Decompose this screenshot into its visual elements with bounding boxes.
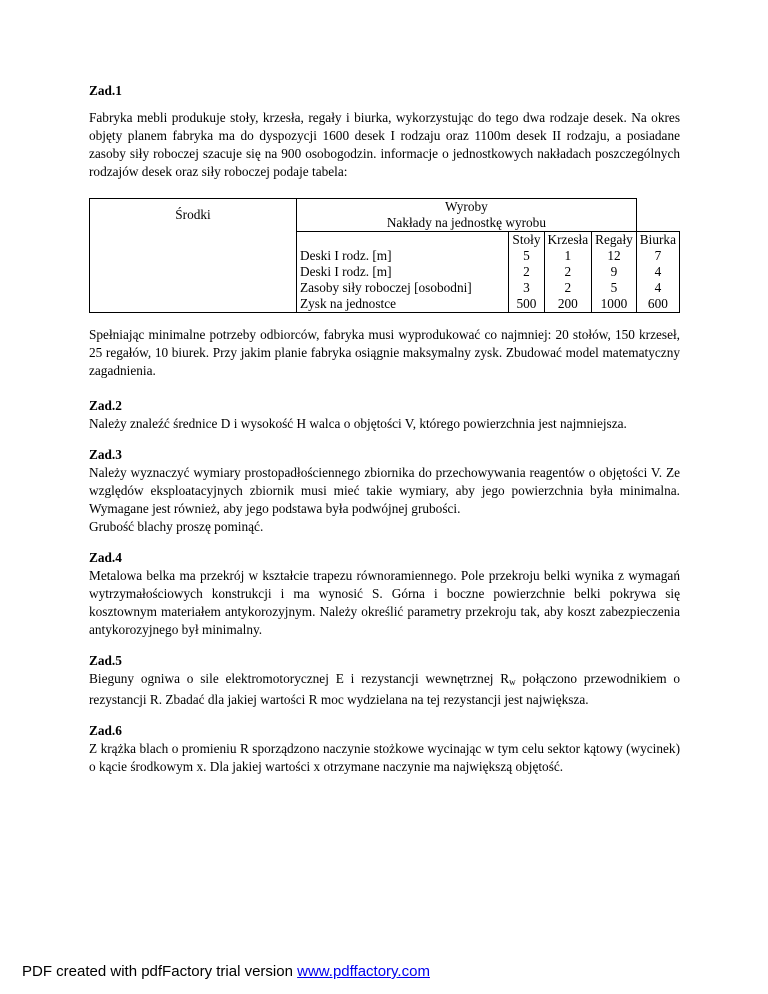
column-stoly [509,232,544,313]
zad3-heading: Zad.3 [89,447,122,462]
column-header: Biurka [639,232,676,247]
zad6-section [89,722,680,776]
column-header: Regały [595,232,633,247]
table-cell: 3 [523,280,530,295]
table-cell: 1000 [600,296,628,311]
document-page [89,82,680,789]
zad5-heading: Zad.5 [89,653,122,668]
zad5-text-a: Bieguny ogniwa o sile elektromotorycznej E i rezystancji wewnętrznej R [89,671,510,686]
table-cell: 2 [564,264,572,279]
table-cell: 2 [523,264,530,279]
column-header: Stoły [512,232,541,247]
table-cell: 5 [610,280,618,295]
column-header: Krzesła [547,232,589,247]
table-cell: 5 [523,248,530,263]
zad2-text: Należy znaleźć średnice D i wysokość H walca o objętości V, którego powierzchnia jest najmniejsza. [89,416,627,431]
zad3-text2: Grubość blachy proszę pominąć. [89,519,264,534]
zad3-text: Należy wyznaczyć wymiary prostopadłościennego zbiornika do przechowywania reagentów o objętości V. Ze względów eksploatacyjnych zbiornik musi mieć takie wymiary, aby jego powierzchnia była minimalna. Wymagane jest również, aby jego podstawa była podwójnej grubości. [89,465,680,516]
column-regaly [592,232,637,313]
table-cell: 4 [654,280,662,295]
table-cell: 500 [516,296,537,311]
zad1-intro: Fabryka mebli produkuje stoły, krzesła, regały i biurka, wykorzystując do tego dwa rodzaje desek. Na okres objęty planem fabryka ma do dyspozycji 1600 desek I rodzaju oraz 1100m desek II rodzaju, a posiadane zasoby siły roboczej szacuje się na 900 osobogodzin. informacje o jednostkowych nakładach poszczególnych rodzajów desek oraz siły roboczej podaje tabela: [89,110,680,179]
zad4-section [89,549,680,639]
wyroby-label: Wyroby [445,199,488,214]
table-cell: 12 [607,248,621,263]
row-label: Zasoby siły roboczej [osobodni] [300,280,472,295]
resources-table [89,198,680,313]
table-cell: 1 [564,248,572,263]
zad1-outro: Spełniając minimalne potrzeby odbiorców, fabryka musi wyprodukować co najmniej: 20 stołów, 150 krzeseł, 25 regałów, 10 biurek. Przy jakim planie fabryka osiągnie maksymalny zysk. Zbudować model matematyczny zagadnienia. [89,327,680,378]
table-cell: 2 [564,280,572,295]
column-krzesla [544,232,592,313]
row-label: Deski I rodz. [m] [300,248,392,263]
pdf-footer [22,963,430,981]
zad3-section [89,446,680,536]
zad5-text [89,670,680,709]
footer-text: PDF created with pdfFactory trial version [22,963,298,980]
zad5-section [89,652,680,709]
zad4-text: Metalowa belka ma przekrój w kształcie trapezu równoramiennego. Pole przekroju belki wynika z wymagań wytrzymałościowych konstrukcji i ma wynosić S. Górna i boczne powierzchnie belki pokrywa się kosztownym materiałem antykorozyjnym. Należy określić parametry przekroju tak, aby koszt zabezpieczenia antykorozyjnego był minimalny. [89,568,680,637]
row-labels-cell [297,232,509,313]
row-label: Deski I rodz. [m] [300,264,392,279]
wyroby-header [297,199,637,232]
zad6-heading: Zad.6 [89,723,122,738]
table-cell: 600 [647,296,668,311]
table-cell: 7 [654,248,662,263]
zad6-text: Z krążka blach o promieniu R sporządzono naczynie stożkowe wycinając w tym celu sektor kątowy (wycinek) o kącie środkowym x. Dla jakiej wartości x otrzymane naczynie ma największą objętość. [89,741,680,774]
row-label: Zysk na jednostce [300,296,397,311]
naklady-label: Nakłady na jednostkę wyrobu [386,215,546,230]
table-cell: 200 [557,296,578,311]
table-cell: 4 [654,264,662,279]
column-biurka [636,232,679,313]
zad5-text-b: połączono przewodnikiem o rezystancji R. Zbadać dla jakiej wartości R moc wydzielana na tej rezystancji jest największa. [89,671,680,707]
zad2-heading: Zad.2 [89,398,122,413]
zad5-subscript: w [509,677,516,687]
srodki-header [90,199,297,313]
zad1-heading: Zad.1 [89,83,122,98]
zad4-heading: Zad.4 [89,550,122,565]
table-cell: 9 [610,264,618,279]
srodki-label: Środki [175,207,211,222]
footer-link[interactable]: www.pdffactory.com [297,963,430,980]
zad2-section [89,397,680,433]
